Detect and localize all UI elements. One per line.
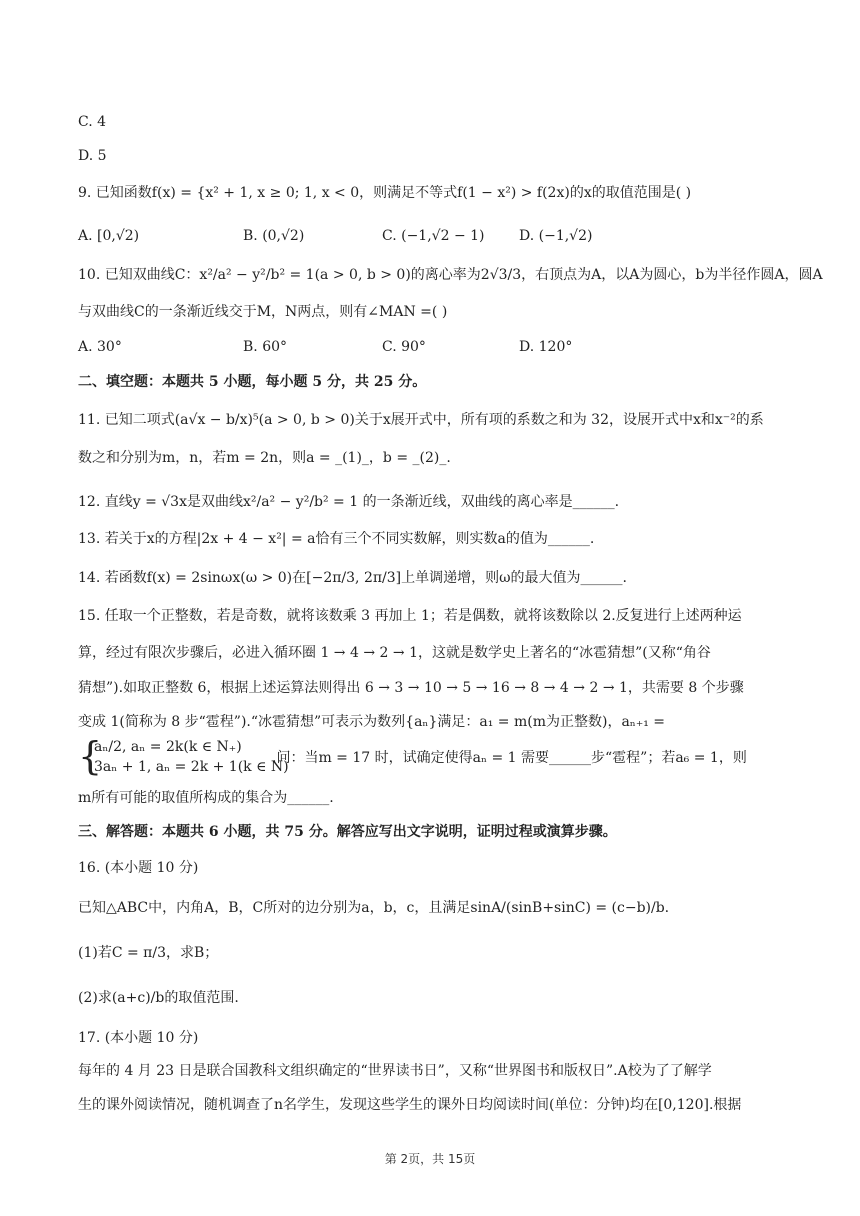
question-15-line6: m所有可能的取值所构成的集合为______. <box>78 790 334 806</box>
question-10-line1: 10. 已知双曲线C：x²/a² − y²/b² = 1(a > 0, b > 0)的离心率为2√3/3，右顶点为A，以A为圆心，b为半径作圆A，圆A <box>78 267 823 283</box>
section-2-heading: 二、填空题：本题共 5 小题，每小题 5 分，共 25 分。 <box>78 374 427 390</box>
option-c-prev: C. 4 <box>78 114 107 130</box>
q10-option-d: D. 120° <box>519 339 573 355</box>
question-15-line2: 算，经过有限次步骤后，必进入循环圈 1 → 4 → 2 → 1，这就是数学史上著名的“冰雹猜想”(又称“角谷 <box>78 645 711 661</box>
question-16-line1: 已知△ABC中，内角A，B，C所对的边分别为a，b，c，且满足sinA/(sinB+sinC) = (c−b)/b. <box>78 900 670 916</box>
piecewise-brace: { <box>78 734 103 778</box>
question-10-line2: 与双曲线C的一条渐近线交于M，N两点，则有∠MAN =( ) <box>78 304 448 320</box>
question-17-line1: 每年的 4 月 23 日是联合国教科文组织确定的“世界读书日”，又称“世界图书和版权日”.A校为了了解学 <box>78 1063 712 1079</box>
question-15-line3: 猜想”).如取正整数 6，根据上述运算法则得出 6 → 3 → 10 → 5 → 16 → 8 → 4 → 2 → 1，共需要 8 个步骤 <box>78 680 744 696</box>
question-9: 9. 已知函数f(x) = {x² + 1, x ≥ 0; 1, x < 0，则满足不等式f(1 − x²) > f(2x)的x的取值范围是( ) <box>78 185 692 201</box>
question-15-line4: 变成 1(简称为 8 步“雹程”).“冰雹猜想”可表示为数列{aₙ}满足：a₁ = m(m为正整数)，aₙ₊₁ = <box>78 714 666 730</box>
q10-option-b: B. 60° <box>243 339 288 355</box>
question-12: 12. 直线y = √3x是双曲线x²/a² − y²/b² = 1 的一条渐近线，双曲线的离心率是______. <box>78 494 620 510</box>
piecewise-case-even: aₙ/2, aₙ = 2k(k ∈ N₊) <box>94 739 242 755</box>
q9-option-a: A. [0,√2) <box>78 228 140 244</box>
q9-option-d: D. (−1,√2) <box>519 228 593 244</box>
question-11-line2: 数之和分别为m，n，若m = 2n，则a = _(1)_，b = _(2)_. <box>78 450 451 466</box>
q9-option-b: B. (0,√2) <box>243 228 305 244</box>
question-11-line1: 11. 已知二项式(a√x − b/x)⁵(a > 0, b > 0)关于x展开式中，所有项的系数之和为 32，设展开式中x和x⁻²的系 <box>78 412 764 428</box>
q10-option-a: A. 30° <box>78 339 122 355</box>
question-16-part1: (1)若C = π/3，求B； <box>78 945 219 961</box>
question-13: 13. 若关于x的方程|2x + 4 − x²| = a恰有三个不同实数解，则实数a的值为______. <box>78 531 595 547</box>
question-10-options <box>78 337 798 357</box>
question-17-line2: 生的课外阅读情况，随机调查了n名学生，发现这些学生的课外日均阅读时间(单位：分钟)均在[0,120].根据 <box>78 1097 742 1113</box>
question-16-header: 16. (本小题 10 分) <box>78 860 199 876</box>
question-16-part2: (2)求(a+c)/b的取值范围. <box>78 990 239 1006</box>
piecewise-case-odd: 3aₙ + 1, aₙ = 2k + 1(k ∈ N) <box>94 759 289 775</box>
question-15-line5: .问：当m = 17 时，试确定使得aₙ = 1 需要______步“雹程”；若a₆ = 1，则 <box>272 750 747 766</box>
question-14: 14. 若函数f(x) = 2sinωx(ω > 0)在[−2π/3, 2π/3]上单调递增，则ω的最大值为______. <box>78 570 628 586</box>
page-footer: 第 2页，共 15页 <box>384 1152 476 1166</box>
q9-option-c: C. (−1,√2 − 1) <box>382 228 485 244</box>
question-15-piecewise <box>78 734 289 780</box>
question-15-line1: 15. 任取一个正整数，若是奇数，就将该数乘 3 再加上 1；若是偶数，就将该数除以 2.反复进行上述两种运 <box>78 608 742 624</box>
question-17-header: 17. (本小题 10 分) <box>78 1030 199 1046</box>
q10-option-c: C. 90° <box>382 339 426 355</box>
section-3-heading: 三、解答题：本题共 6 小题，共 75 分。解答应写出文字说明，证明过程或演算步骤。 <box>78 824 617 840</box>
option-d-prev: D. 5 <box>78 148 107 164</box>
question-9-options <box>78 226 798 246</box>
